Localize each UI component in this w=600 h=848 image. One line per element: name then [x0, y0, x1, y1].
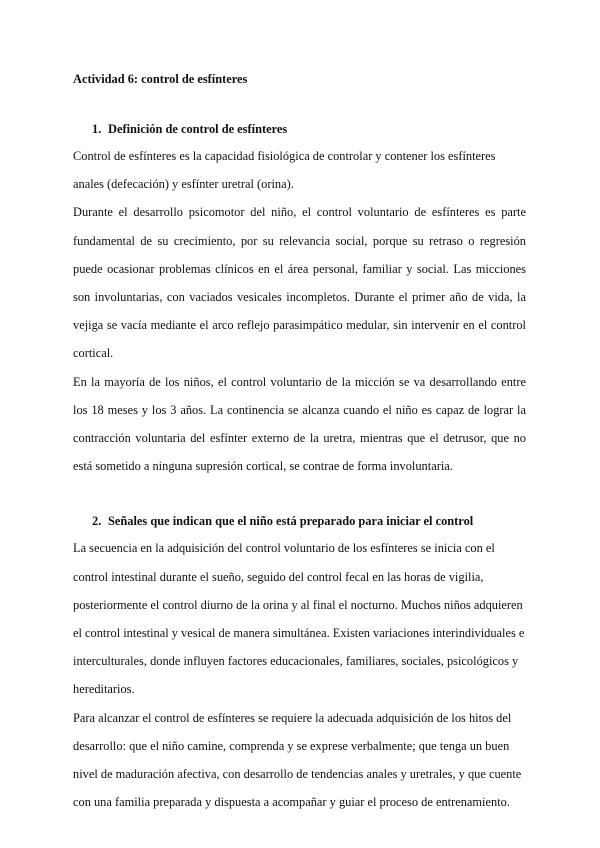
section-heading-text: Definición de control de esfínteres [108, 122, 288, 136]
section-number: 2. [92, 514, 102, 529]
paragraph: Para alcanzar el control de esfínteres se requiere la adecuada adquisición de los hitos del desarrollo: que el niño camine, comprenda y se exprese verbalmente; que tenga un buen nivel de maduración afectiva, con desarrollo de tendencias anales y uretrales, y que cuente con una familia preparada y dispuesta a acompañar y guiar el proceso de entrenamiento. [73, 710, 522, 810]
section-heading-text: Señales que indican que el niño está preparado para iniciar el control [108, 514, 474, 529]
document-page [73, 70, 526, 816]
paragraph: Control de esfínteres es la capacidad fisiológica de controlar y contener los esfínteres anales (defecación) y esfínter uretral (orina). [73, 149, 496, 192]
paragraph: Durante el desarrollo psicomotor del niño, el control voluntario de esfínteres es parte fundamental de su crecimiento, por su relevancia social, porque su retraso o regresión puede ocasionar problemas clínicos en el área personal, familiar y social. Las micciones son involuntarias, con vaciados vesicales incompletos. Durante el primer año de vida, la vejiga se vacía mediante el arco reflejo parasimpático medular, sin intervenir en el control cortical. [73, 205, 526, 361]
section-2 [73, 512, 526, 816]
section-1 [73, 120, 526, 480]
document-title: Actividad 6: control de esfínteres [73, 72, 248, 86]
section-heading [73, 120, 526, 138]
section-number: 1. [92, 122, 102, 136]
section-heading [73, 512, 526, 530]
paragraph: La secuencia en la adquisición del control voluntario de los esfínteres se inicia con el control intestinal durante el sueño, seguido del control fecal en las horas de vigilia, posteriormente el control diurno de la orina y al final el nocturno. Muchos niños adquieren el control intestinal y vesical de manera simultánea. Existen variaciones interindividuales e interculturales, donde influyen factores educacionales, familiares, sociales, psicológicos y hereditarios. [73, 541, 525, 697]
paragraph: En la mayoría de los niños, el control voluntario de la micción se va desarrollando entre los 18 meses y los 3 años. La continencia se alcanza cuando el niño es capaz de lograr la contracción voluntaria del esfínter externo de la uretra, mientras que el detrusor, que no está sometido a ninguna supresión cortical, se contrae de forma involuntaria. [73, 374, 526, 474]
